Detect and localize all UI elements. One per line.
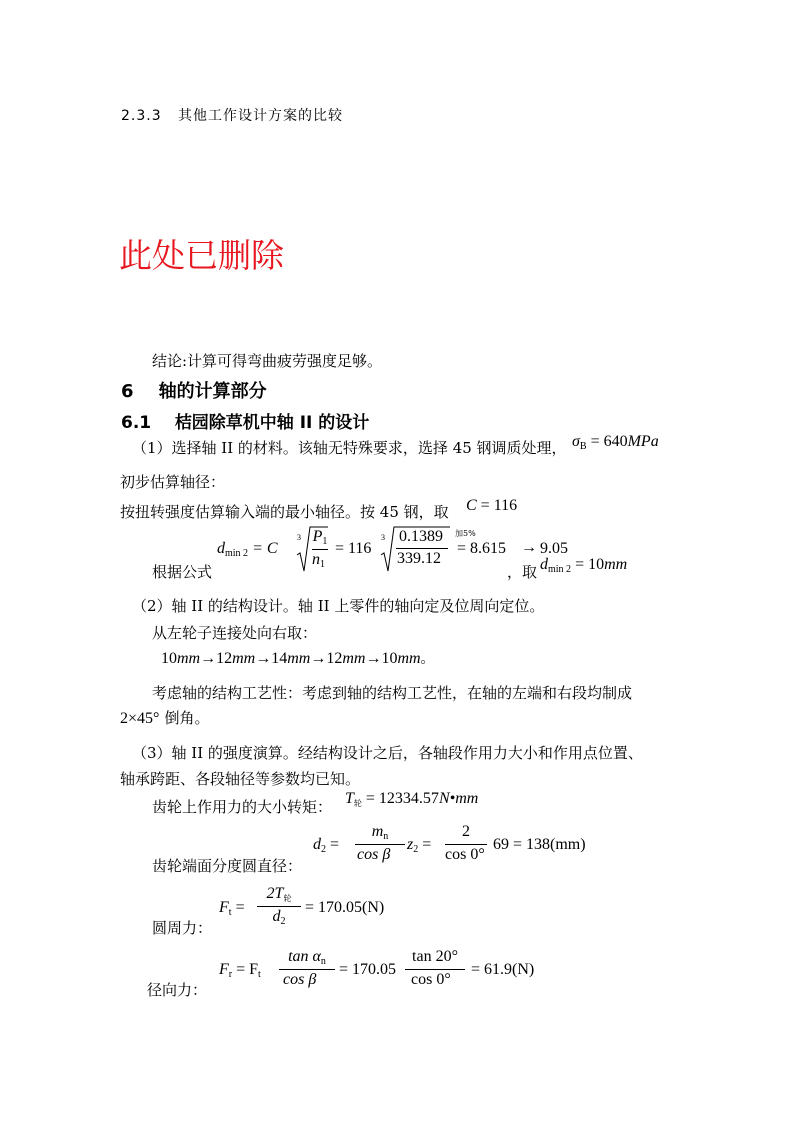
step2-text: （2）轴 II 的结构设计。轴 II 上零件的轴向定及位周向定位。 — [132, 597, 545, 615]
torsion-text: 按扭转强度估算输入端的最小轴径。按 45 钢，取 — [120, 503, 449, 521]
torque-label: 齿轮上作用力的大小转矩： — [152, 798, 333, 816]
chapter-6-heading — [121, 377, 267, 403]
c-value: C = 116 — [466, 497, 518, 514]
diameter-chain: 10mm→12mm→14mm→12mm→10mm。 — [161, 650, 435, 667]
radial-label: 径向力： — [147, 981, 208, 999]
step3-line1: （3）轴 II 的强度演算。经结构设计之后，各轴段作用力大小和作用点位置、 — [132, 744, 643, 762]
section-6-1-heading — [121, 408, 369, 433]
left-to-right-text: 从左轮子连接处向右取： — [152, 624, 318, 642]
conclusion-text: 结论:计算可得弯曲疲劳强度足够。 — [152, 352, 383, 370]
formula-label: 根据公式 — [152, 563, 213, 581]
sigma-formula: $\sigma_B = 640MPa$ — [572, 433, 659, 452]
chapter-number: 6 — [121, 381, 134, 402]
section-title: 桔园除草机中轴 II 的设计 — [174, 413, 370, 433]
chapter-title: 轴的计算部分 — [158, 381, 267, 402]
craft-text: 考虑轴的结构工艺性：考虑到轴的结构工艺性，在轴的左端和右段均制成 — [152, 684, 633, 702]
section-number: 2.3.3 — [121, 108, 162, 124]
tangential-label: 圆周力： — [152, 919, 213, 937]
prelim-text: 初步估算轴径： — [120, 473, 226, 491]
step1-text: （1）选择轴 II 的材料。该轴无特殊要求，选择 45 钢调质处理， — [132, 439, 567, 457]
dmin-result: $d_{min 2} = 10mm$ — [540, 556, 628, 575]
step3-line2: 轴承跨距、各段轴径等参数均已知。 — [120, 770, 361, 788]
pitch-label: 齿轮端面分度圆直径： — [152, 857, 303, 875]
deleted-notice: 此处已删除 — [119, 236, 284, 275]
chamfer-line: 2×45° 倒角。 — [120, 709, 210, 727]
torque-formula: $T_轮$ = 12334.57N•mm — [345, 790, 479, 808]
section-title: 其他工作设计方案的比较 — [177, 108, 343, 124]
section-2-3-3-heading — [121, 105, 343, 125]
take-text: ，取 — [507, 563, 538, 581]
section-number: 6.1 — [121, 413, 152, 433]
